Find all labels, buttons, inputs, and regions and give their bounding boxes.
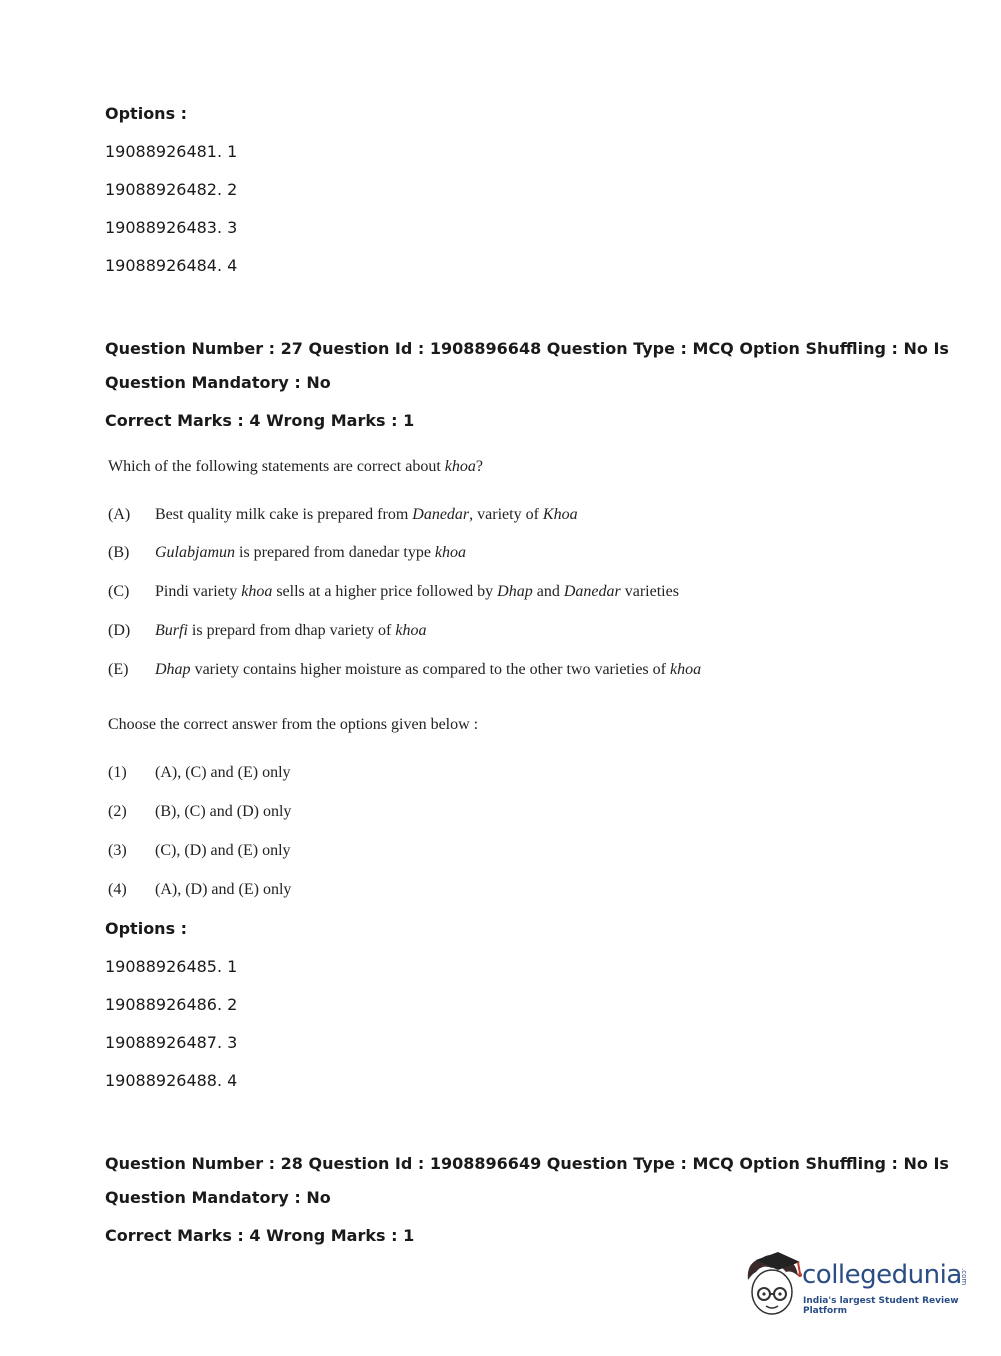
statement-term: Dhap	[497, 583, 533, 600]
answer-text: (A), (D) and (E) only	[155, 881, 292, 898]
answer-label: (3)	[108, 842, 127, 859]
answer-label: (1)	[108, 764, 127, 781]
logo-tagline: India's largest Student Review Platform	[803, 1296, 959, 1316]
question-header: Question Number : 27 Question Id : 1908896648 Question Type : MCQ Option Shuffling : No Is	[105, 339, 949, 358]
collegedunia-logo[interactable]	[742, 1250, 972, 1322]
option-item: 19088926486. 2	[105, 995, 238, 1014]
option-item: 19088926482. 2	[105, 180, 238, 199]
option-item: 19088926487. 3	[105, 1033, 238, 1052]
question-header: Question Number : 28 Question Id : 1908896649 Question Type : MCQ Option Shuffling : No Is	[105, 1154, 949, 1173]
statement-text	[155, 544, 466, 562]
statement-fragment: varieties	[620, 583, 679, 600]
answer-text: (A), (C) and (E) only	[155, 764, 291, 781]
answer-text: (C), (D) and (E) only	[155, 842, 291, 859]
choose-instruction: Choose the correct answer from the options given below :	[108, 716, 479, 733]
statement-term: Danedar	[563, 583, 621, 600]
answer-label: (4)	[108, 881, 127, 898]
statement-fragment: and	[532, 583, 564, 600]
statement-label: (C)	[108, 583, 130, 600]
statement-fragment: , variety of	[469, 506, 543, 523]
answer-label: (2)	[108, 803, 127, 820]
question-mandatory: Question Mandatory : No	[105, 1188, 331, 1207]
answer-text: (B), (C) and (D) only	[155, 803, 292, 820]
option-item: 19088926483. 3	[105, 218, 238, 237]
statement-text	[155, 583, 679, 601]
statement-term: khoa	[395, 622, 427, 639]
question-text: Which of the following statements are correct about khoa?	[108, 458, 483, 475]
statement-term: Dhap	[155, 661, 191, 678]
option-item: 19088926484. 4	[105, 256, 238, 275]
question-marks: Correct Marks : 4 Wrong Marks : 1	[105, 1226, 415, 1245]
logo-wordmark: collegedunia	[802, 1260, 962, 1290]
statement-term: Burfi	[155, 622, 188, 639]
statement-fragment: Pindi variety	[155, 583, 242, 600]
option-item: 19088926488. 4	[105, 1071, 238, 1090]
statement-fragment: variety contains higher moisture as compared to the other two varieties of	[190, 661, 670, 678]
statement-text	[155, 622, 426, 640]
statement-text	[155, 506, 578, 524]
statement-term: khoa	[434, 544, 467, 561]
statement-term: Gulabjamun	[155, 544, 235, 561]
question-marks: Correct Marks : 4 Wrong Marks : 1	[105, 411, 415, 430]
statement-fragment: is prepared from danedar type	[235, 544, 435, 561]
mascot-icon	[742, 1250, 804, 1322]
statement-text	[155, 661, 701, 679]
statement-fragment: is prepard from dhap variety of	[187, 622, 396, 639]
statement-label: (B)	[108, 544, 130, 561]
question-mandatory: Question Mandatory : No	[105, 373, 331, 392]
option-item: 19088926481. 1	[105, 142, 238, 161]
statement-term: khoa	[669, 661, 702, 678]
statement-label: (A)	[108, 506, 131, 523]
options-heading: Options :	[105, 104, 188, 123]
logo-domain-suffix: .com	[960, 1268, 968, 1286]
statement-fragment: Best quality milk cake is prepared from	[155, 506, 413, 523]
statement-term: khoa	[241, 583, 273, 600]
statement-label: (D)	[108, 622, 131, 639]
statement-fragment: sells at a higher price followed by	[272, 583, 498, 600]
options-heading: Options :	[105, 919, 188, 938]
statement-term: Danedar	[412, 506, 470, 523]
option-item: 19088926485. 1	[105, 957, 238, 976]
statement-term: Khoa	[542, 506, 578, 523]
statement-label: (E)	[108, 661, 129, 678]
